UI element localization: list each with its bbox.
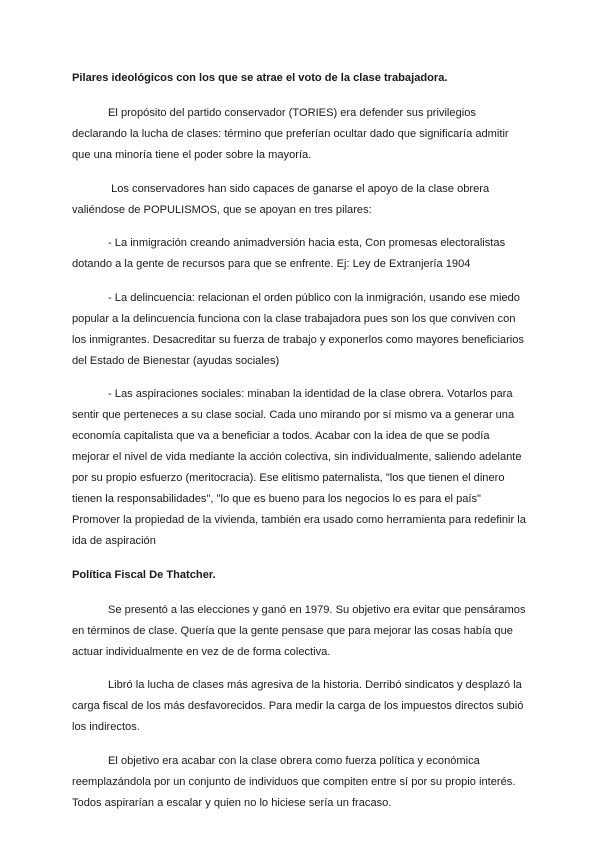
text-line: los indirectos. xyxy=(72,721,140,733)
text-line: El propósito del partido conservador (TORIES) era defender sus privilegios xyxy=(108,107,476,119)
paragraph-bullet-inmigracion xyxy=(72,233,528,275)
text-line: popular a la delincuencia funciona con la clase trabajadora pues son los que conviven con xyxy=(72,312,516,325)
text-line: - Las aspiraciones sociales: minaban la identidad de la clase obrera. Votarlos para xyxy=(108,388,513,400)
text-line: Los conservadores han sido capaces de ganarse el apoyo de la clase obrera xyxy=(108,182,490,195)
text-line: Promover la propiedad de la vivienda, también era usado como herramienta para redefinir la xyxy=(72,514,526,526)
paragraph xyxy=(72,600,528,663)
text-line: reemplazándola por un conjunto de individuos que compiten entre sí por su propio interés. xyxy=(72,775,516,788)
text-line: mejorar el nivel de vida mediante la acción colectiva, sin individualmente, saliendo adelante xyxy=(72,451,522,463)
text-line: - La inmigración creando animadversión hacia esta, Con promesas electoralistas xyxy=(108,237,506,249)
text-line: Todos aspirarían a escalar y quien no lo hiciese sería un fracaso. xyxy=(72,796,392,809)
paragraph xyxy=(72,675,528,738)
section-heading-pilares: Pilares ideológicos con los que se atrae el voto de la clase trabajadora. xyxy=(72,72,448,84)
text-line: - La delincuencia: relacionan el orden público con la inmigración, usando ese miedo xyxy=(108,291,520,304)
text-line: por su propio esfuerzo (meritocracia). Ese elitismo paternalista, "los que tienen el dinero xyxy=(72,472,505,484)
text-line: Se presentó a las elecciones y ganó en 1979. Su objetivo era evitar que pensáramos xyxy=(108,603,526,616)
text-line: del Estado de Bienestar (ayudas sociales) xyxy=(72,354,280,367)
section-heading-thatcher: Política Fiscal De Thatcher. xyxy=(72,568,216,581)
text-line: economía capitalista que va a beneficiar a todos. Acabar con la idea de que se podía xyxy=(72,430,490,442)
text-line: que una minoría tiene el poder sobre la mayoría. xyxy=(72,149,312,161)
text-line: valiéndose de POPULISMOS, que se apoyan en tres pilares: xyxy=(72,203,372,216)
paragraph xyxy=(72,103,528,166)
text-line: El objetivo era acabar con la clase obrera como fuerza política y económica xyxy=(108,754,480,767)
paragraph-bullet-delincuencia xyxy=(72,288,528,372)
text-line: declarando la lucha de clases: término que preferían ocultar dado que significaría admitir xyxy=(72,128,509,140)
paragraph xyxy=(72,179,528,221)
text-line: los inmigrantes. Desacreditar su fuerza de trabajo y exponerlos como mayores beneficiarios xyxy=(72,333,524,346)
text-line: ida de aspiración xyxy=(72,535,156,547)
paragraph-bullet-aspiraciones xyxy=(72,384,528,552)
text-line: sentir que perteneces a su clase social. Cada uno mirando por sí mismo va a generar una xyxy=(72,409,515,421)
text-line: Libró la lucha de clases más agresiva de la historia. Derribó sindicatos y desplazó la xyxy=(108,679,522,691)
text-line: actuar individualmente en vez de de forma colectiva. xyxy=(72,645,331,658)
text-line: carga fiscal de los más desfavorecidos. Para medir la carga de los impuestos directos subió xyxy=(72,700,524,712)
text-line: dotando a la gente de recursos para que se enfrente. Ej: Ley de Extranjería 1904 xyxy=(72,258,471,270)
text-line: tienen la responsabilidades", "lo que es bueno para los negocios lo es para el país" xyxy=(72,493,481,505)
text-line: en términos de clase. Quería que la gente pensase que para mejorar las cosas había que xyxy=(72,624,513,637)
paragraph xyxy=(72,751,528,814)
